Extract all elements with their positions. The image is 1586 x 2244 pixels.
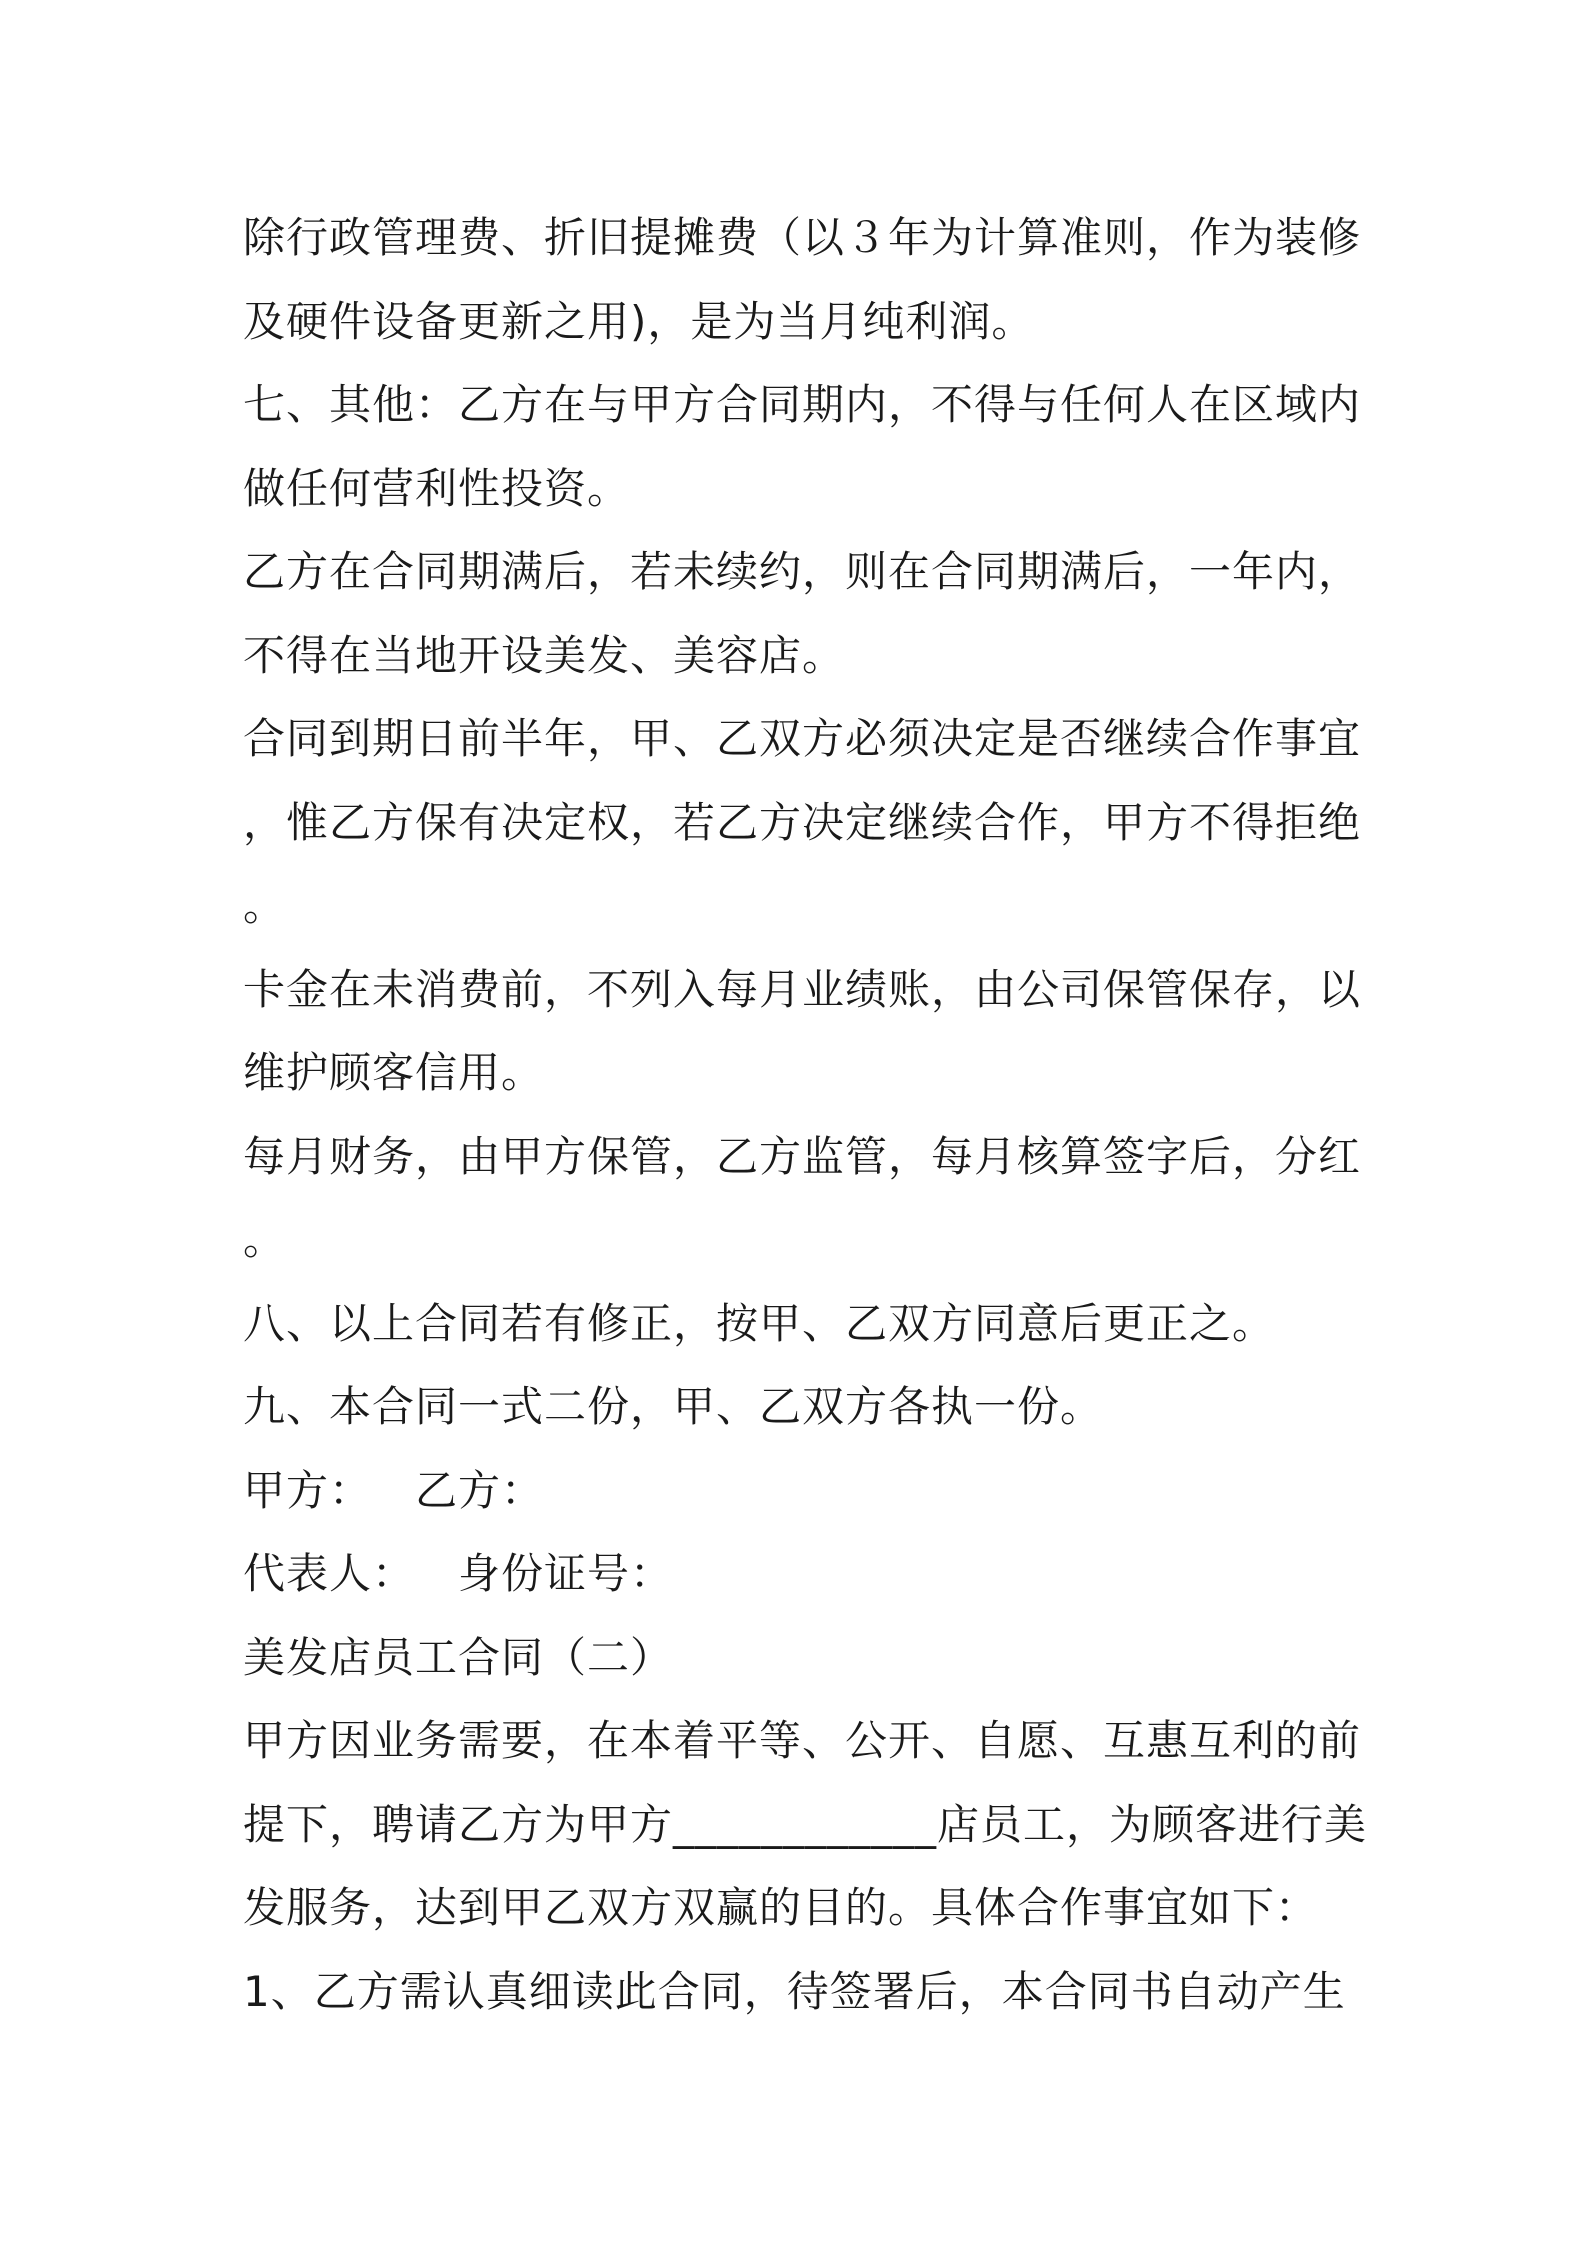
text-line-13: 。: [243, 1215, 287, 1264]
text-line-04: 做任何营利性投资。: [243, 463, 631, 513]
text-line-14: 八、以上合同若有修正，按甲、乙双方同意后更正之。: [243, 1298, 1276, 1348]
text-line-06: 不得在当地开设美发、美容店。: [243, 630, 846, 680]
signature-line-representative: 代表人： 身份证号：: [243, 1549, 674, 1598]
text-line-05: 乙方在合同期满后，若未续约，则在合同期满后，一年内，: [243, 547, 1362, 596]
text-line-09: 。: [243, 881, 287, 930]
text-line-12: 每月财务，由甲方保管，乙方监管，每月核算签字后，分红: [243, 1131, 1362, 1181]
text-line-08: ，惟乙方保有决定权，若乙方决定继续合作，甲方不得拒绝: [243, 797, 1362, 847]
text-line-15: 九、本合同一式二份，甲、乙双方各执一份。: [243, 1382, 1104, 1431]
text-line-10: 卡金在未消费前，不列入每月业绩账，由公司保管保存，以: [243, 964, 1362, 1014]
text-line-03: 七、其他：乙方在与甲方合同期内，不得与任何人在区域内: [243, 380, 1362, 429]
text-line-20: 提下，聘请乙方为甲方____________店员工，为顾客进行美: [243, 1799, 1368, 1849]
text-line-02: 及硬件设备更新之用)，是为当月纯利润。: [243, 296, 1035, 346]
text-line-21: 发服务，达到甲乙双方双赢的目的。具体合作事宜如下：: [243, 1883, 1319, 1932]
document-body: [243, 196, 1368, 2033]
text-line-01: 除行政管理费、折旧提摊费（以３年为计算准则，作为装修: [243, 213, 1362, 262]
section-title: 美发店员工合同（二）: [243, 1632, 674, 1682]
text-line-11: 维护顾客信用。: [243, 1048, 545, 1097]
text-line-07: 合同到期日前半年，甲、乙双方必须决定是否继续合作事宜: [243, 714, 1362, 763]
text-line-19: 甲方因业务需要，在本着平等、公开、自愿、互惠互利的前: [243, 1716, 1362, 1765]
text-line-22: 1、乙方需认真细读此合同，待签署后，本合同书自动产生: [243, 1966, 1346, 2016]
signature-line-parties: 甲方： 乙方：: [243, 1465, 545, 1515]
